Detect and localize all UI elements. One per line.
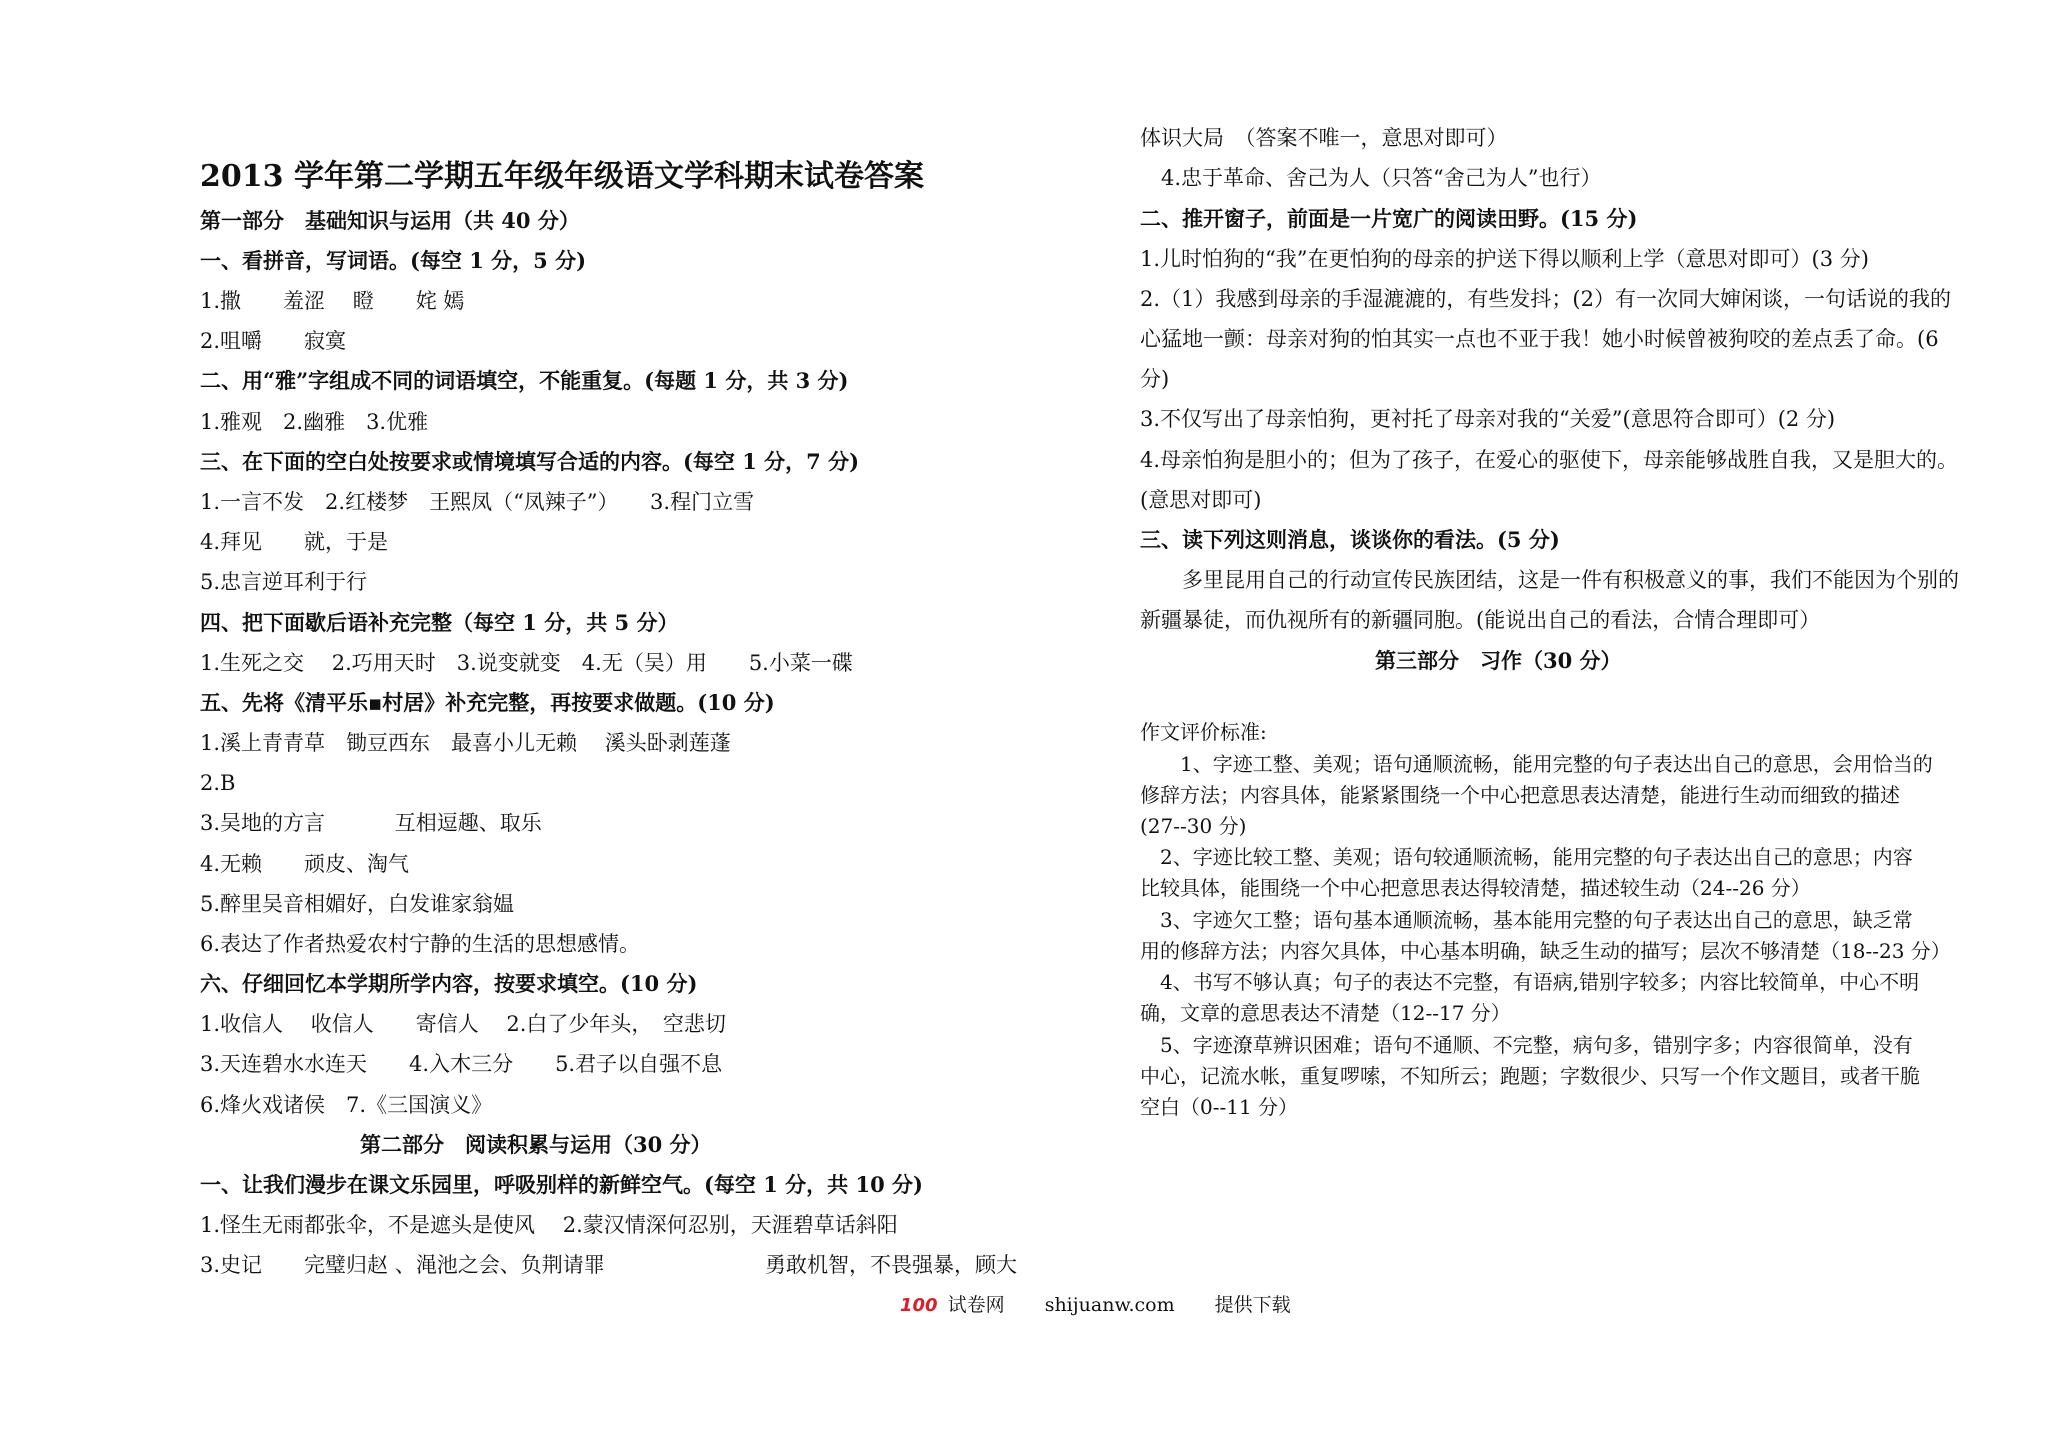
answer-line: 3.不仅写出了母亲怕狗，更衬托了母亲对我的“关爱”(意思符合即可）(2 分)	[1140, 407, 1836, 431]
answer-line: 4.忠于革命、舍己为人（只答“舍己为人”也行）	[1140, 166, 1602, 190]
criteria-line: 5、字迹潦草辨识困难；语句不通顺、不完整，病句多，错别字多；内容很简单，没有	[1140, 1033, 1913, 1057]
answer-line: 1.怪生无雨都张伞，不是遮头是使风 2.蒙汉情深何忍别，天涯碧草话斜阳	[200, 1213, 898, 1237]
answer-line: 4.母亲怕狗是胆小的；但为了孩子，在爱心的驱使下，母亲能够战胜自我，又是胆大的。	[1140, 448, 1959, 472]
page-footer	[900, 1290, 1325, 1317]
part2-heading: 第二部分 阅读积累与运用（30 分）	[360, 1132, 712, 1157]
answer-line: 5.醉里吴音相媚好，白发谁家翁媪	[200, 892, 515, 916]
reading-q1-heading: 一、让我们漫步在课文乐园里，呼吸别样的新鲜空气。(每空 1 分，共 10 分)	[200, 1172, 923, 1197]
answer-line: 1.溪上青青草 锄豆西东 最喜小儿无赖 溪头卧剥莲蓬	[200, 731, 731, 755]
answer-line: 心猛地一颤：母亲对狗的怕其实一点也不亚于我！她小时候曾被狗咬的差点丢了命。(6	[1140, 327, 1939, 351]
answer-line: 1.生死之交 2.巧用天时 3.说变就变 4.无（吴）用 5.小菜一碟	[200, 651, 853, 675]
q4-heading: 四、把下面歇后语补充完整（每空 1 分，共 5 分）	[200, 610, 679, 635]
provide-download-text: 提供下载	[1214, 1294, 1291, 1316]
criteria-line: 空白（0--11 分）	[1140, 1095, 1299, 1119]
criteria-line: 确，文章的意思表达不清楚（12--17 分）	[1140, 1001, 1511, 1025]
answer-line: 3.吴地的方言 互相逗趣、取乐	[200, 811, 542, 835]
criteria-line: 4、书写不够认真；句子的表达不完整，有语病,错别字较多；内容比较简单，中心不明	[1140, 970, 1920, 994]
criteria-line: 2、字迹比较工整、美观；语句较通顺流畅，能用完整的句子表达出自己的意思；内容	[1140, 845, 1913, 869]
q1-heading: 一、看拼音，写词语。(每空 1 分，5 分)	[200, 248, 587, 273]
criteria-line: 中心，记流水帐，重复啰嗦，不知所云；跑题；字数很少、只写一个作文题目，或者干脆	[1140, 1064, 1920, 1088]
part3-heading: 第三部分 习作（30 分）	[1375, 648, 1622, 673]
q2-heading: 二、用“雅”字组成不同的词语填空，不能重复。(每题 1 分，共 3 分)	[200, 368, 849, 393]
answer-line: 分)	[1140, 367, 1170, 391]
answer-line: 勇敢机智，不畏强暴，顾大	[765, 1253, 1017, 1277]
q3-heading: 三、在下面的空白处按要求或情境填写合适的内容。(每空 1 分，7 分)	[200, 449, 860, 474]
q6-heading: 六、仔细回忆本学期所学内容，按要求填空。(10 分)	[200, 971, 698, 996]
part1-heading: 第一部分 基础知识与运用（共 40 分）	[200, 208, 580, 233]
answer-line: 1.收信人 收信人 寄信人 2.白了少年头， 空悲切	[200, 1012, 726, 1036]
answer-line: 体识大局 （答案不唯一，意思对即可）	[1140, 126, 1508, 150]
page-title: 2013 学年第二学期五年级年级语文学科期末试卷答案	[200, 159, 924, 194]
answer-line: 新疆暴徒，而仇视所有的新疆同胞。(能说出自己的看法，合情合理即可）	[1140, 608, 1821, 632]
answer-line: 1.儿时怕狗的“我”在更怕狗的母亲的护送下得以顺利上学（意思对即可）(3 分)	[1140, 247, 1869, 271]
criteria-line: 1、字迹工整、美观；语句通顺流畅，能用完整的句子表达出自己的意思，会用恰当的	[1140, 752, 1933, 776]
essay-criteria-heading: 作文评价标准:	[1140, 720, 1267, 744]
answer-line: 1.撒 羞涩 瞪 姹 嫣	[200, 289, 465, 313]
criteria-line: 比较具体，能围绕一个中心把意思表达得较清楚，描述较生动（24--26 分）	[1140, 876, 1811, 900]
criteria-line: 修辞方法；内容具体，能紧紧围绕一个中心把意思表达清楚，能进行生动而细致的描述	[1140, 783, 1900, 807]
criteria-line: (27--30 分)	[1140, 814, 1247, 838]
q5-heading: 五、先将《清平乐▪村居》补充完整，再按要求做题。(10 分)	[200, 690, 775, 715]
answer-line: 3.史记 完璧归赵 、渑池之会、负荆请罪	[200, 1253, 605, 1277]
site-name: 试卷网	[947, 1294, 1005, 1316]
answer-line: 2.（1）我感到母亲的手湿漉漉的，有些发抖；(2）有一次同大婶闲谈，一句话说的我的	[1140, 287, 1951, 311]
answer-line: 4.拜见 就，于是	[200, 530, 389, 554]
answer-line: 2.咀嚼 寂寞	[200, 329, 347, 353]
answer-line: 多里昆用自己的行动宣传民族团结，这是一件有积极意义的事，我们不能因为个别的	[1140, 568, 1959, 592]
answer-line: 6.表达了作者热爱农村宁静的生活的思想感情。	[200, 932, 641, 956]
reading-q3-heading: 三、读下列这则消息，谈谈你的看法。(5 分)	[1140, 527, 1560, 552]
criteria-line: 用的修辞方法；内容欠具体，中心基本明确，缺乏生动的描写；层次不够清楚（18--23 分）	[1140, 939, 1951, 963]
answer-line: 3.天连碧水水连天 4.入木三分 5.君子以自强不息	[200, 1052, 723, 1076]
site-domain: shijuanw.com	[1044, 1294, 1175, 1316]
reading-q2-heading: 二、推开窗子，前面是一片宽广的阅读田野。(15 分)	[1140, 206, 1638, 231]
answer-line: 5.忠言逆耳利于行	[200, 570, 368, 594]
criteria-line: 3、字迹欠工整；语句基本通顺流畅，基本能用完整的句子表达出自己的意思，缺乏常	[1140, 908, 1913, 932]
answer-line: 1.雅观 2.幽雅 3.优雅	[200, 410, 429, 434]
answer-line: 1.一言不发 2.红楼梦 王熙凤（“凤辣子”） 3.程门立雪	[200, 490, 755, 514]
answer-line: 6.烽火戏诸侯 7.《三国演义》	[200, 1093, 493, 1117]
answer-line: 2.B	[200, 771, 236, 795]
answer-line: (意思对即可)	[1140, 488, 1262, 512]
site-logo: 100	[900, 1295, 938, 1316]
answer-line: 4.无赖 顽皮、淘气	[200, 852, 410, 876]
